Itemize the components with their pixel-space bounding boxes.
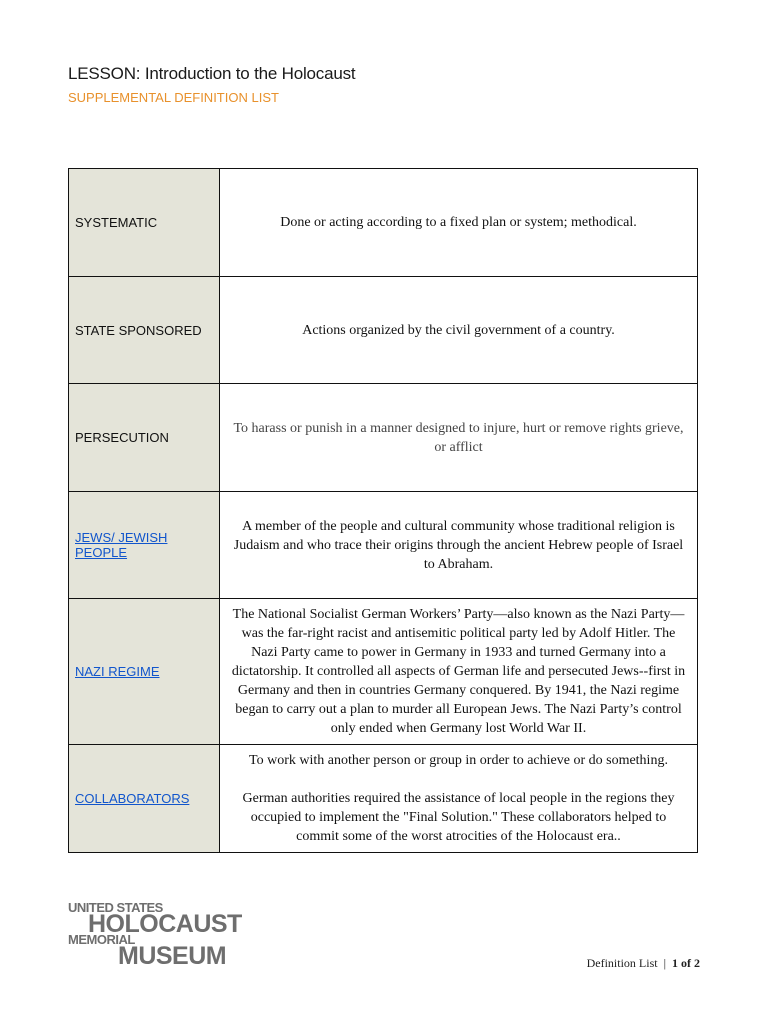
definition-text: To work with another person or group in order to achieve or do something. (249, 753, 668, 768)
definition-row (69, 277, 698, 384)
term-link[interactable]: NAZI REGIME (75, 664, 160, 679)
definition-row (69, 384, 698, 492)
definition-text: To harass or punish in a manner designed to injure, hurt or remove rights grieve, or afflict (233, 420, 684, 455)
term-cell (69, 169, 220, 277)
term-link[interactable]: COLLABORATORS (75, 791, 190, 806)
page-header (68, 64, 355, 105)
page-footer (587, 956, 700, 971)
subtitle: SUPPLEMENTAL DEFINITION LIST (68, 90, 279, 105)
logo-line-2: HOLOCAUST (88, 910, 242, 938)
term-link[interactable]: JEWS/ JEWISH PEOPLE (75, 530, 168, 560)
definition-cell (220, 169, 698, 277)
definition-row (69, 169, 698, 277)
definition-text: Actions organized by the civil government of a country. (302, 322, 615, 338)
term-cell (69, 492, 220, 599)
footer-separator: | (663, 956, 666, 970)
logo-line-3: MEMORIAL (68, 932, 135, 947)
term-cell (69, 745, 220, 853)
definition-cell (220, 599, 698, 745)
definition-cell (220, 277, 698, 384)
definition-row (69, 492, 698, 599)
logo-line-4: MUSEUM (118, 942, 227, 970)
definition-text: German authorities required the assistance of local people in the regions they occupied to implement the "Final Solution." These collaborators helped to commit some of the worst atrocities of the Holocaust era.. (242, 791, 675, 844)
term-cell (69, 384, 220, 492)
footer-doc-name: Definition List (586, 956, 658, 970)
museum-logo (68, 898, 242, 972)
definition-cell (220, 745, 698, 853)
lesson-title: LESSON: Introduction to the Holocaust (68, 64, 356, 83)
term-cell (69, 277, 220, 384)
term-cell (69, 599, 220, 745)
definition-cell (220, 492, 698, 599)
definition-row (69, 599, 698, 745)
definition-cell (220, 384, 698, 492)
term-label: SYSTEMATIC (75, 215, 158, 230)
term-label: PERSECUTION (75, 430, 169, 445)
footer-page-number: 1 of 2 (672, 956, 700, 970)
term-label: STATE SPONSORED (75, 322, 202, 338)
definition-text: A member of the people and cultural community whose traditional religion is Judaism and who trace their origins through the ancient Hebrew people of Israel to Abraham. (233, 518, 684, 572)
definition-text: The National Socialist German Workers’ Party—also known as the Nazi Party—was the far-right racist and antisemitic political party led by Adolf Hitler. The Nazi Party came to power in Germany in 1933 and turned Germany into a dictatorship. It controlled all aspects of German life and persecuted Jews--first in Germany and then in countries Germany conquered. By 1941, the Nazi regime began to carry out a plan to murder all European Jews. The Nazi Party’s control only ended when Germany lost World War II. (231, 607, 686, 736)
logo-line-1: UNITED STATES (68, 900, 163, 915)
definition-text: Done or acting according to a fixed plan or system; methodical. (280, 215, 637, 230)
definition-row (69, 745, 698, 853)
definition-table (68, 168, 698, 853)
